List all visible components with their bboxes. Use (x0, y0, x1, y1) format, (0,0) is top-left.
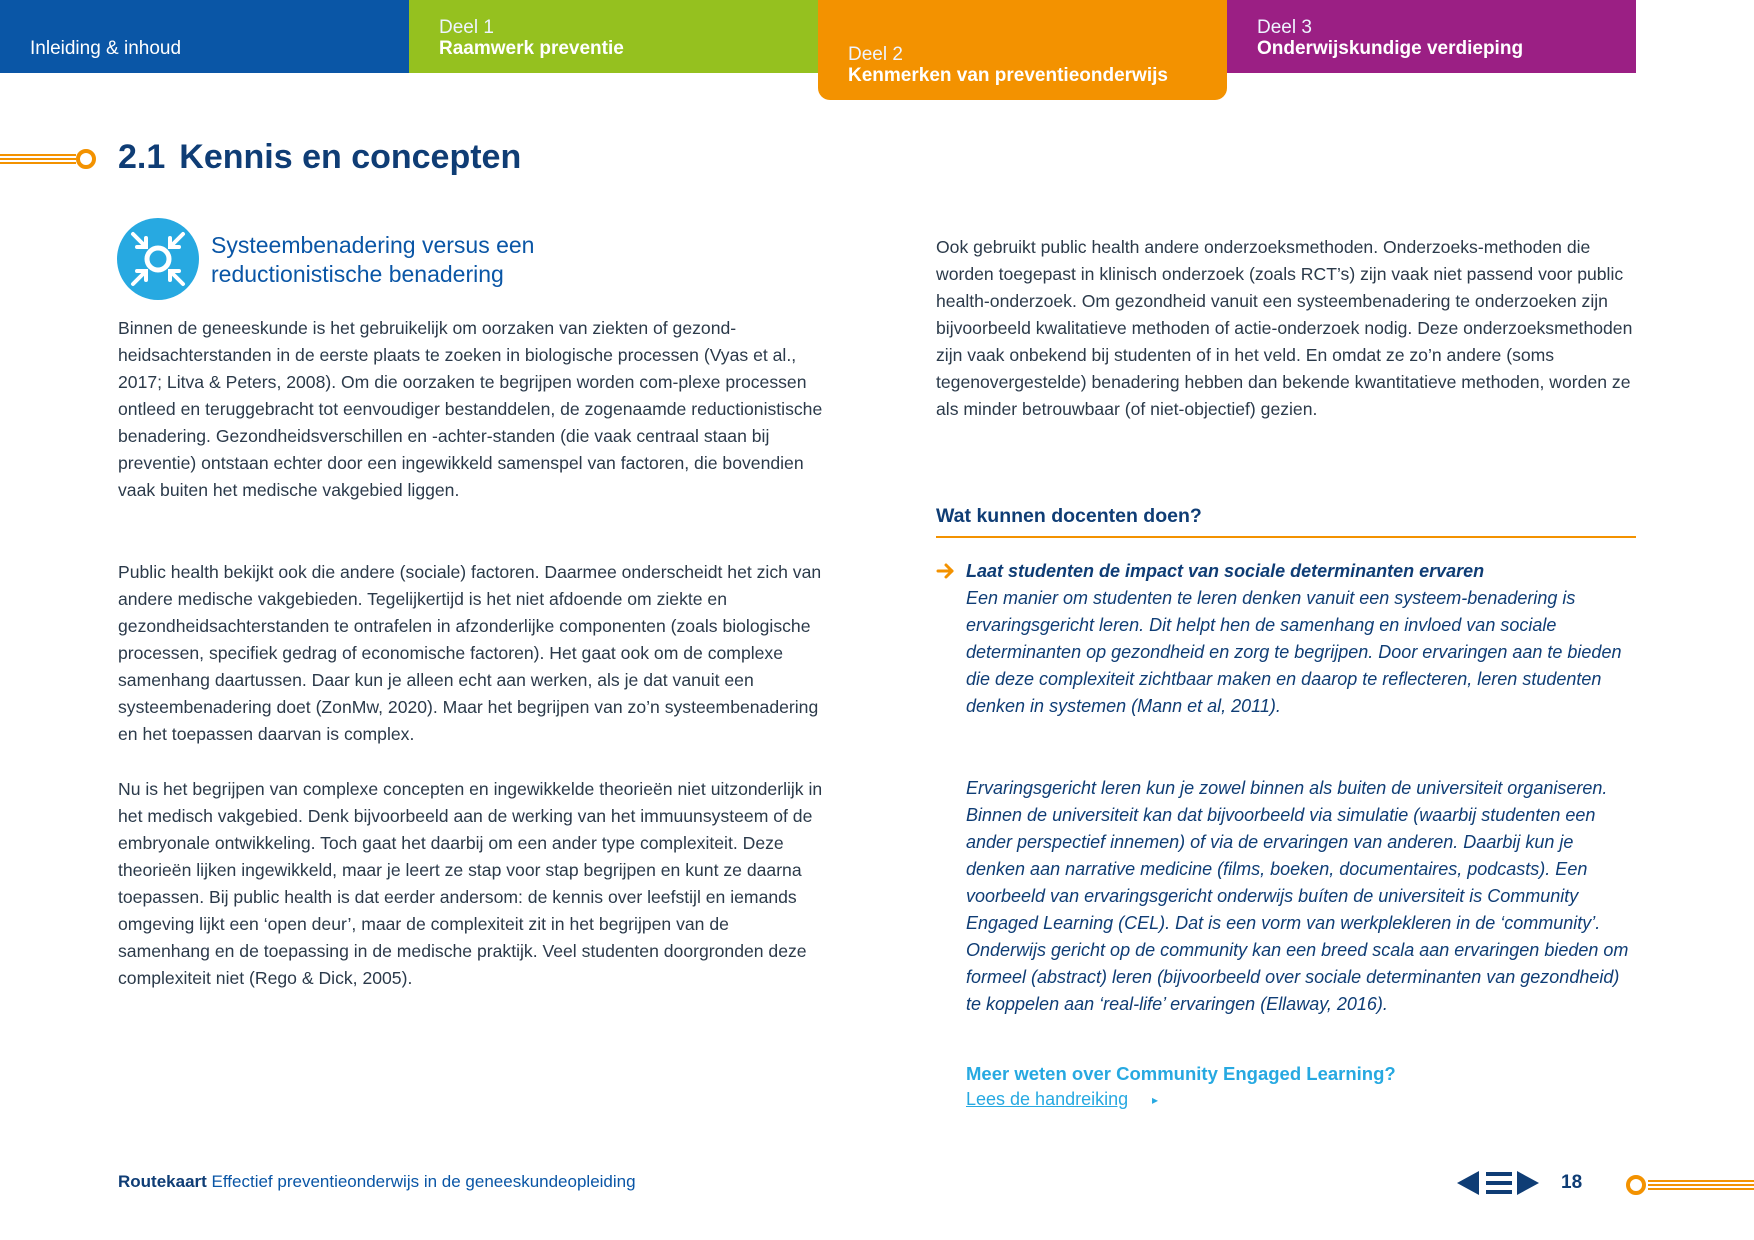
left-paragraph-1: Binnen de geneeskunde is het gebruikelijk om oorzaken van ziekten of gezond-heidsachterstanden in de eerste plaats te zoeken in biologische processen (Vyas et al., 2017; Litva & Peters, 2008). Om die oorzaken te begrijpen worden com-plexe processen ontleed en teruggebracht tot eenvoudiger bestanddelen, de zogenaamde reductionistische benadering. Gezondheidsverschillen en -achter-standen (die vaak centraal staan bij preventie) ontstaan echter door een ingewikkeld samenspel van factoren, die bovendien vaak buiten het medische vakgebied liggen. (118, 318, 823, 500)
tab-deel-2-number: Deel 2 (848, 44, 903, 65)
tab-deel-1-label: Raamwerk preventie (439, 38, 624, 59)
tips-heading: Wat kunnen docenten doen? (936, 505, 1202, 527)
previous-page-icon[interactable] (1457, 1171, 1479, 1195)
topic-subtitle (211, 231, 631, 289)
tab-inleiding[interactable] (0, 0, 409, 73)
tab-deel-1[interactable] (409, 0, 818, 73)
footer-title (118, 1172, 636, 1192)
tips-divider (936, 536, 1636, 538)
more-info-heading: Meer weten over Community Engaged Learning? (966, 1063, 1396, 1084)
topic-subtitle-line-1: Systeembenadering versus een (211, 232, 535, 258)
footer-title-bold: Routekaart (118, 1172, 207, 1191)
left-paragraph-2: Public health bekijkt ook die andere (sociale) factoren. Daarmee onderscheidt het zich van andere medische vakgebieden. Tegelijkertijd is het niet afdoende om ziekte en gezondheidsachterstanden te ontrafelen in afzonderlijke componenten (zoals biologische processen, specifiek gedrag of economische factoren). Het gaat ook om de complexe samenhang daartussen. Daar kun je alleen echt aan werken, als je dat vanuit een systeembenadering doet (ZonMw, 2020). Maar het begrijpen van zo’n systeembenadering en het toepassen daarvan is complex. (118, 562, 822, 744)
converging-arrows-icon (117, 218, 199, 300)
tip-title: Laat studenten de impact van sociale determinanten ervaren (966, 561, 1485, 581)
page-title (118, 138, 521, 177)
tab-deel-2[interactable] (818, 0, 1227, 100)
tab-deel-3[interactable] (1227, 0, 1636, 73)
tab-inleiding-label: Inleiding & inhoud (30, 38, 182, 59)
section-number: 2.1 (118, 138, 166, 176)
page-number: 18 (1561, 1172, 1583, 1193)
footer-line-decoration (1624, 1174, 1754, 1196)
tip-paragraph-1: Een manier om studenten te leren denken vanuit een systeem-benadering is ervaringsgericht leren. Dit helpt hen de samenhang en invloed van sociale determinanten op gezondheid en zorg te begrijpen. Door ervaringen aan te bieden die deze complexiteit zichtbaar maken en daarop te reflecteren, leren studenten denken in systemen (Mann et al, 2011). (966, 588, 1622, 716)
arrow-right-icon (936, 561, 956, 581)
link-arrow-icon: ▸ (1152, 1093, 1159, 1107)
tab-deel-3-label: Onderwijskundige verdieping (1257, 38, 1524, 59)
left-paragraph-3: Nu is het begrijpen van complexe concepten en ingewikkelde theorieën niet uitzonderlijk in het medisch vakgebied. Denk bijvoorbeeld aan de werking van het immuunsysteem of de embryonale ontwikkeling. Toch gaat het daarbij om een ander type complexiteit. Deze theorieën lijken ingewikkeld, maar je leert ze stap voor stap begrijpen en kunt ze daarna toepassen. Bij public health is dat eerder andersom: de kennis over leefstijl en iemands omgeving lijkt een ‘open deur’, maar de complexiteit zit in het begrijpen van de samenhang en de toepassing in de medische praktijk. Veel studenten doorgronden deze complexiteit niet (Rego & Dick, 2005). (118, 779, 823, 988)
handreiking-link[interactable]: Lees de handreiking (966, 1089, 1129, 1109)
footer-title-rest: Effectief preventieonderwijs in de geneeskundeopleiding (206, 1172, 636, 1191)
topic-subtitle-line-2: reductionistische benadering (211, 261, 504, 287)
right-paragraph-1: Ook gebruikt public health andere onderzoeksmethoden. Onderzoeks-methoden die worden toegepast in klinisch onderzoek (zoals RCT’s) zijn vaak niet passend voor public health-onderzoek. Om gezondheid vanuit een systeembenadering te onderzoeken zijn bijvoorbeeld kwalitatieve methoden of actie-onderzoek nodig. Deze onderzoeksmethoden zijn vaak onbekend bij studenten of in het veld. En omdat ze zo’n andere (soms tegenovergestelde) benadering hebben dan bekende kwantitatieve methoden, worden ze als minder betrouwbaar (of niet-objectief) gezien. (936, 237, 1633, 419)
section-title: Kennis en concepten (179, 138, 522, 176)
tab-deel-3-number: Deel 3 (1257, 17, 1312, 38)
heading-line-decoration (0, 148, 100, 170)
tab-deel-2-label: Kenmerken van preventieonderwijs (848, 65, 1168, 86)
tab-deel-1-number: Deel 1 (439, 17, 494, 38)
menu-icon[interactable] (1486, 1171, 1512, 1195)
next-page-icon[interactable] (1517, 1171, 1539, 1195)
tip-paragraph-2: Ervaringsgericht leren kun je zowel binnen als buiten de universiteit organiseren. Binnen de universiteit kan dat bijvoorbeeld via simulatie (waarbij studenten een ander perspectief innemen) of via de ervaringen van anderen. Daarbij kun je denken aan narrative medicine (films, boeken, documentaires, podcasts). Een voorbeeld van ervaringsgericht onderwijs buíten de universiteit is Community Engaged Learning (CEL). Dat is een vorm van werkplekleren in de ‘community’. Onderwijs gericht op de community kan een breed scala aan ervaringen bieden om formeel (abstract) leren (bijvoorbeeld over sociale determinanten van gezondheid) te koppelen aan ‘real-life’ ervaringen (Ellaway, 2016). (966, 778, 1629, 1014)
